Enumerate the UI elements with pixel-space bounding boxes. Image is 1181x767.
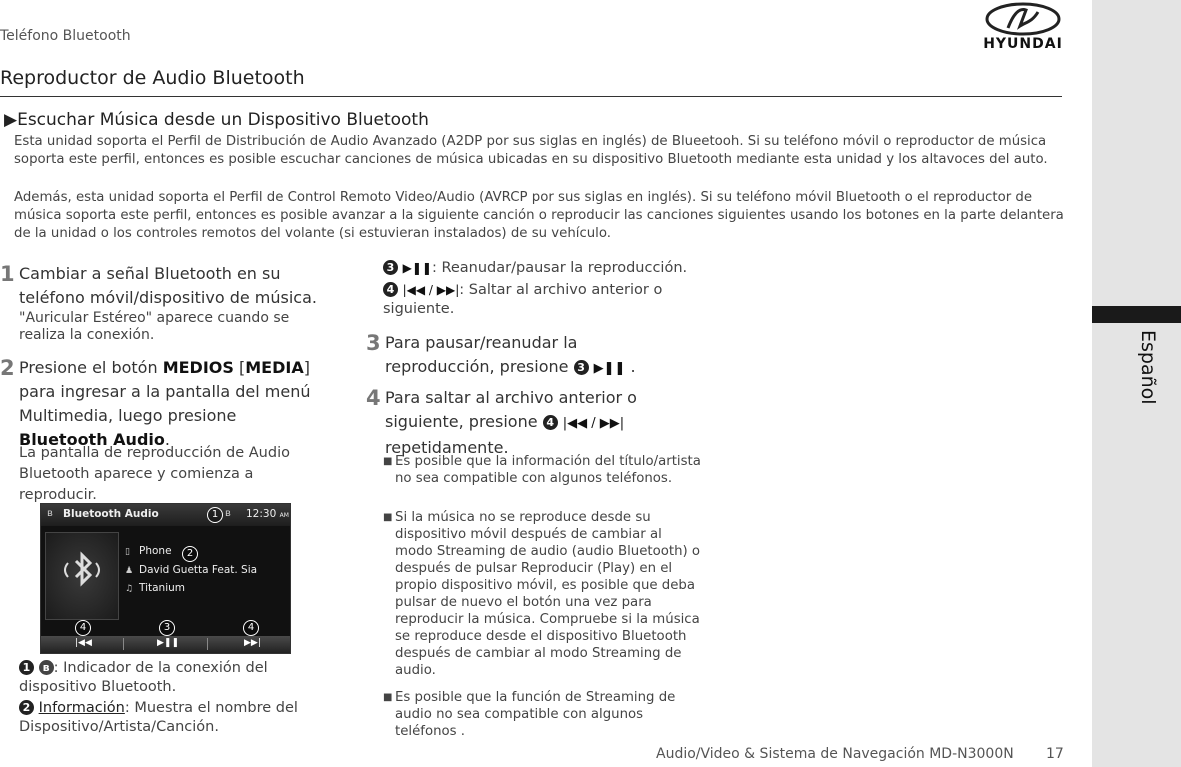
media-button-label-en: MEDIA bbox=[245, 358, 304, 377]
marker-4: 4 bbox=[383, 282, 398, 297]
step-2-note: La pantalla de reproducción de Audio Bluetooth aparece y comienza a reproducir. bbox=[19, 445, 290, 503]
clock bbox=[246, 508, 289, 520]
phone-icon: ▯ bbox=[125, 547, 130, 557]
step-text-part: Para pausar/reanudar la reproducción, presione bbox=[385, 333, 578, 376]
title-divider bbox=[0, 96, 1062, 97]
page-number: 17 bbox=[1046, 746, 1064, 762]
intro-paragraph-a2dp: Esta unidad soporta el Perfil de Distribución de Audio Avanzado (A2DP por sus siglas en inglés) de Blueetooh. Si su teléfono móvil o reproductor de música soporta este perfil, entonces es posible escuchar canciones de música ubicadas en su dispositivo Bluetooth mediante esta unidad y los altavoces del auto. bbox=[14, 134, 1048, 167]
callout-1: 1 bbox=[207, 507, 223, 523]
hyundai-logo bbox=[980, 2, 1066, 54]
bullet-icon: ■ bbox=[383, 512, 393, 523]
marker-2: 2 bbox=[19, 700, 34, 715]
callout-4-next: 4 bbox=[243, 620, 259, 636]
song-icon: ♫ bbox=[125, 584, 134, 594]
step-1 bbox=[0, 262, 318, 310]
note-3 bbox=[383, 689, 703, 740]
callout-3: 3 bbox=[159, 620, 175, 636]
legend-text: : Saltar al archivo anterior o siguiente. bbox=[383, 282, 663, 317]
subsection-title: ▶Escuchar Música desde un Dispositivo Bluetooth bbox=[4, 110, 429, 130]
legend-item-1 bbox=[19, 659, 309, 697]
legend-text: : Reanudar/pausar la reproducción. bbox=[431, 260, 688, 276]
play-pause-icon: ▶❚❚ bbox=[402, 261, 432, 275]
step-text-part: . bbox=[630, 357, 636, 376]
clock-ampm: AM bbox=[279, 512, 289, 519]
step-text-part: repetidamente. bbox=[385, 438, 509, 457]
album-art bbox=[45, 532, 119, 620]
prev-track-button[interactable]: |◀◀ bbox=[75, 638, 92, 648]
note-text: Es posible que la información del título/artista no sea compatible con algunos teléfonos. bbox=[395, 454, 701, 486]
next-track-button[interactable]: ▶▶| bbox=[244, 638, 261, 648]
step-2 bbox=[0, 356, 312, 452]
step-text bbox=[366, 386, 686, 460]
note-text: Es posible que la función de Streaming de audio no sea compatible con algunos teléfonos . bbox=[395, 690, 676, 739]
skip-icon: |◀◀ / ▶▶| bbox=[402, 283, 460, 297]
song-title: Titanium bbox=[139, 582, 186, 594]
legend-text: : Muestra el nombre del Dispositivo/Artista/Canción. bbox=[19, 700, 298, 735]
step-text-part: [ bbox=[233, 358, 246, 377]
step-text-part: . bbox=[164, 430, 170, 449]
bluetooth-icon: ʙ bbox=[47, 508, 53, 519]
marker-4: 4 bbox=[543, 415, 558, 430]
hyundai-emblem-icon bbox=[980, 2, 1066, 36]
bluetooth-status-icon: ʙ bbox=[225, 508, 231, 519]
page-title: Reproductor de Audio Bluetooth bbox=[0, 67, 305, 89]
brand-wordmark: HYUNDAI bbox=[983, 36, 1063, 52]
step-text-part: Presione el botón bbox=[19, 358, 163, 377]
callout-4-prev: 4 bbox=[75, 620, 91, 636]
marker-1: 1 bbox=[19, 660, 34, 675]
language-tab-label: Español bbox=[1137, 330, 1159, 405]
intro-paragraph-avrcp: Además, esta unidad soporta el Perfil de Control Remoto Video/Audio (AVRCP por sus siglas en inglés). Si su teléfono móvil Bluetooth o el reproductor de música soporta este perfil, entonces es posible avanzar a la siguiente canción o reproducir las canciones siguientes usando los botones en la parte delantera de la unidad o los controles remotos del volante (si estuvieran instalados) de su vehículo. bbox=[14, 190, 1064, 241]
bluetooth-audio-label: Bluetooth Audio bbox=[19, 430, 165, 449]
bluetooth-audio-screen bbox=[40, 503, 291, 654]
legend-item-2 bbox=[19, 699, 309, 737]
button-separator bbox=[123, 638, 124, 650]
media-button-label: MEDIOS bbox=[162, 358, 234, 377]
bluetooth-large-icon bbox=[46, 533, 118, 619]
note-2 bbox=[383, 509, 703, 679]
bullet-icon: ■ bbox=[383, 456, 393, 467]
step-4 bbox=[366, 386, 686, 460]
legend-text: : Indicador de la conexión del dispositivo Bluetooth. bbox=[19, 660, 268, 695]
step-number: 4 bbox=[366, 386, 381, 410]
step-text-part: ] para ingresar a la pantalla del menú Multimedia, luego presione bbox=[19, 358, 311, 425]
step-text: Cambiar a señal Bluetooth en su teléfono móvil/dispositivo de música. bbox=[19, 264, 317, 307]
section-name: Teléfono Bluetooth bbox=[0, 28, 131, 44]
note-1 bbox=[383, 453, 703, 487]
callout-2: 2 bbox=[182, 546, 198, 562]
step-number: 2 bbox=[0, 356, 15, 380]
bullet-icon: ■ bbox=[383, 692, 393, 703]
artist-icon: ♟ bbox=[125, 566, 134, 576]
legend-item-4 bbox=[383, 281, 673, 319]
marker-3: 3 bbox=[383, 260, 398, 275]
note-text: Si la música no se reproduce desde su dispositivo móvil después de cambiar al modo Streaming de audio (audio Bluetooth) o después de pulsar Reproducir (Play) en el propio dispositivo móvil, es posible que deba pulsar de nuevo el botón una vez para reproducir la música. Compruebe si la música se reproduce desde el dispositivo Bluetooth después de cambiar al modo Streaming de audio. bbox=[395, 510, 701, 678]
bluetooth-icon: ʙ bbox=[39, 660, 54, 675]
button-separator bbox=[207, 638, 208, 650]
step-number: 3 bbox=[366, 331, 381, 355]
skip-icon: |◀◀ / ▶▶| bbox=[562, 416, 625, 431]
step-text-part: Para saltar al archivo anterior o siguiente, presione bbox=[385, 388, 637, 431]
step-number: 1 bbox=[0, 262, 15, 286]
step-1-note: "Auricular Estéreo" aparece cuando se realiza la conexión. bbox=[19, 310, 290, 343]
clock-time: 12:30 bbox=[246, 508, 277, 520]
screen-title: Bluetooth Audio bbox=[63, 508, 159, 520]
marker-3: 3 bbox=[574, 360, 589, 375]
artist-name: David Guetta Feat. Sia bbox=[139, 564, 258, 576]
legend-item-3 bbox=[383, 259, 703, 278]
step-3 bbox=[366, 331, 686, 381]
info-label: Información bbox=[38, 700, 125, 716]
step-text bbox=[0, 356, 312, 452]
step-text bbox=[366, 331, 686, 381]
play-pause-button[interactable]: ▶❚❚ bbox=[157, 638, 180, 648]
footer-title: Audio/Video & Sistema de Navegación MD-N3000N bbox=[656, 746, 1014, 762]
play-pause-icon: ▶❚❚ bbox=[593, 361, 626, 376]
side-tab-marker bbox=[1092, 306, 1181, 323]
device-name: Phone bbox=[139, 545, 172, 557]
